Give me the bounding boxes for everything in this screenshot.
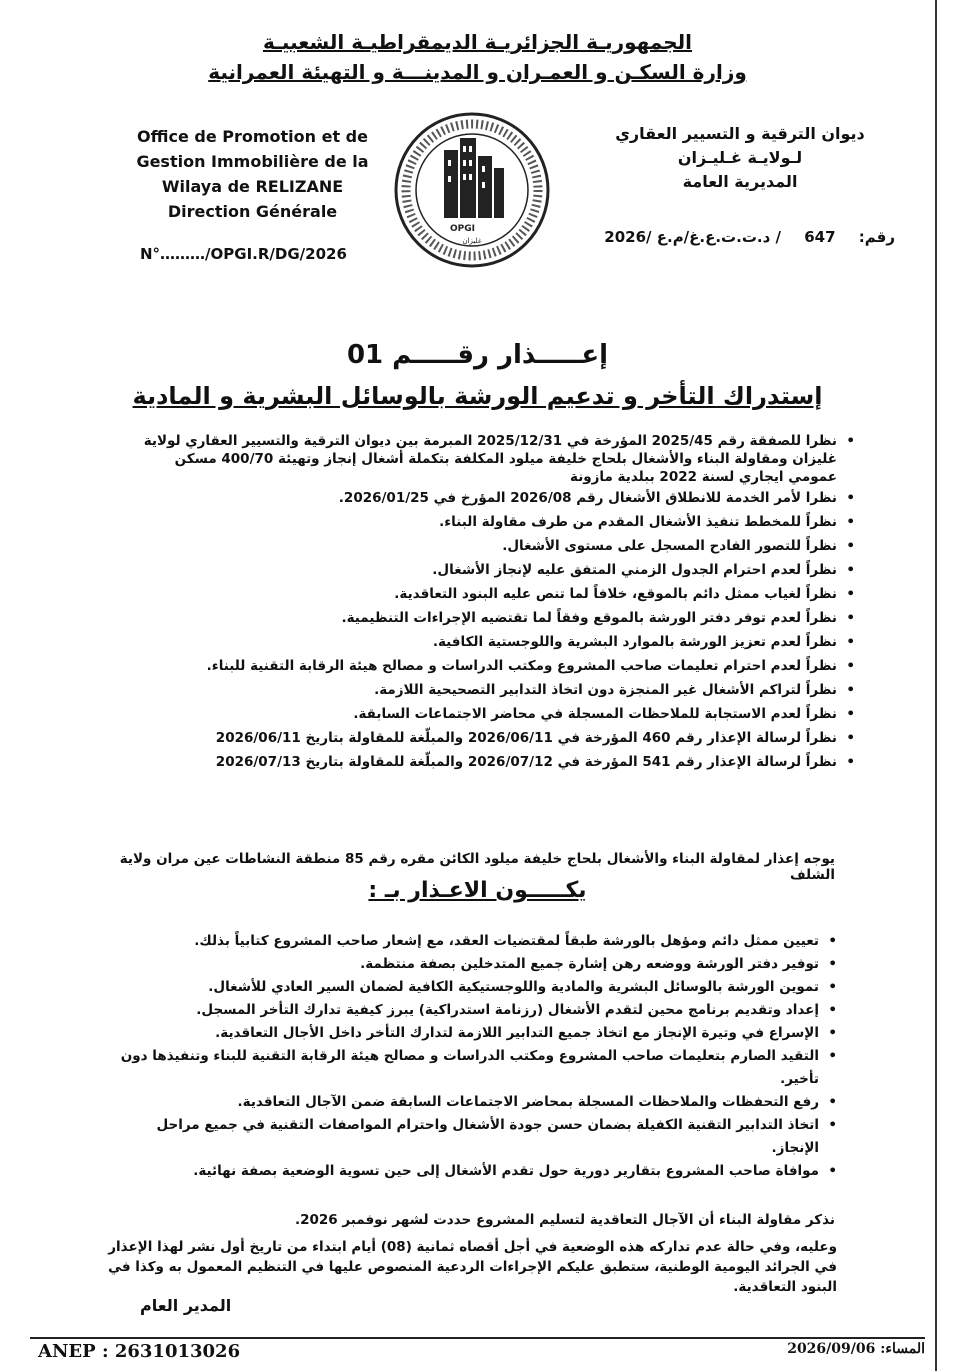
logo-opgi-text: OPGI [450, 224, 475, 234]
considerations-list [125, 432, 855, 774]
deadline-reminder: نذكر مقاولة البناء أن الآجال التعاقدية لتسليم المشروع حددت لشهر نوفمبر 2026. [294, 1212, 835, 1228]
requirements-heading: يكـــــون الاعـذار بـ : [368, 878, 587, 903]
notice-subject: إستدراك التأخر و تدعيم الورشة بالوسائل البشرية و المادية [132, 382, 823, 410]
requirement-item: • موافاة صاحب المشروع بتقارير دورية حول تقدم الأشغال إلى حين تسوية الوضعية بصفة نهائية. [117, 1160, 837, 1183]
consideration-item: • نظراً لعدم احترام تعليمات صاحب المشروع ومكتب الدراسات و مصالح هيئة الرقابة التقنية للبناء. [125, 654, 855, 678]
requirement-item: • تعيين ممثل دائم ومؤهل بالورشة طبقاً لمقتضيات العقد، مع إشعار صاحب المشروع كتابياً بذلك. [117, 930, 837, 953]
requirement-item: • الإسراع في وتيرة الإنجاز مع اتخاذ جميع التدابير اللازمة لتدارك التأخر داخل الأجال التعاقدية. [117, 1022, 837, 1045]
office-ar-line3: المديرية العامة [682, 172, 798, 191]
office-ar-line2: لـولايـة غـليـزان [677, 148, 803, 167]
consideration-item: • نظراً لغياب ممثل دائم بالموقع، خلافاً لما تنص عليه البنود التعاقدية. [125, 582, 855, 606]
notice-title: إعـــــذار رقـــــم 01 [346, 340, 609, 370]
requirement-item: • إعداد وتقديم برنامج محين لتقدم الأشغال (رزنامة استدراكية) يبرز كيفية تدارك التأخر المسجل. [117, 999, 837, 1022]
consideration-item: • نظراً لعدم توفر دفتر الورشة بالموقع وفقاً لما تقتضيه الإجراءات التنظيمية. [125, 606, 855, 630]
office-fr-line1: Office de Promotion et de [137, 127, 368, 146]
consideration-item: • نظراً لرسالة الإعذار رقم 541 المؤرخة في 2026/07/12 والمبلّغة للمقاولة بتاريخ 2026/07/13 [125, 750, 855, 774]
office-fr-line3: Wilaya de RELIZANE [161, 177, 344, 196]
republic-header: الجمهوريـة الجزائريـة الديمقراطيـة الشعبيـة [262, 30, 693, 54]
opgi-seal-logo [392, 110, 552, 270]
reference-value-ar: 647 [804, 228, 836, 246]
reference-suffix-ar: / د.ت.ت.ع.غ/م.ع /2026 [604, 228, 781, 246]
requirement-item: • التقيد الصارم بتعليمات صاحب المشروع ومكتب الدراسات و مصالح هيئة الرقابة التقنية للبناء وتنفيذها دون تأخير. [117, 1045, 837, 1091]
consideration-item: • نظراً لرسالة الإعذار رقم 460 المؤرخة في 2026/06/11 والمبلّغة للمقاولة بتاريخ 2026/06/11 [125, 726, 855, 750]
office-fr-line4: Direction Générale [167, 202, 338, 221]
notice-recipient: يوجه إعذار لمقاولة البناء والأشغال بلحاج خليفة ميلود الكائن مقره رقم 85 منطقة النشاطات عين مران ولاية الشلف [119, 851, 835, 883]
ministry-header: وزارة السكـن و العمـران و المدينـــة و التهيئة العمرانية [208, 60, 747, 84]
consideration-item: • نظراً للتصور الفادح المسجل على مستوى الأشغال. [125, 534, 855, 558]
requirement-item: • رفع التحفظات والملاحظات المسجلة بمحاضر الاجتماعات السابقة ضمن الآجال التعاقدية. [117, 1091, 837, 1114]
consideration-item: • نظراً لتراكم الأشغال غير المنجزة دون اتخاذ التدابير التصحيحية اللازمة. [125, 678, 855, 702]
logo-sub-text: غليزان [462, 237, 482, 245]
office-fr-line2: Gestion Immobilière de la [136, 152, 369, 171]
consideration-item: • نظراً للمخطط تنفيذ الأشغال المقدم من طرف مقاولة البناء. [125, 510, 855, 534]
consideration-item: • نظراً لعدم تعزيز الورشة بالموارد البشرية واللوجستية الكافية. [125, 630, 855, 654]
page-edge-border [935, 0, 937, 1371]
reference-label-ar: رقم: [858, 228, 895, 246]
office-ar-line1: ديوان الترقية و التسيير العقاري [615, 124, 865, 143]
reference-number-ar [604, 228, 895, 246]
consideration-item: • نظرا للصفقة رقم 2025/45 المؤرخة في 2025/12/31 المبرمة بين ديوان الترقية والتسيير العقاري لولاية غليزان ومقاولة البناء والأشغال بلحاج خليفة ميلود المكلفة بتكملة أشغال إنجاز وتهيئة 400/70 مسكن عمومي ايجاري لسنة 2022 ببلدية مازونة [125, 432, 855, 486]
consideration-item: • نظراً لعدم الاستجابة للملاحظات المسجلة في محاضر الاجتماعات السابقة. [125, 702, 855, 726]
requirement-item: • توفير دفتر الورشة ووضعه رهن إشارة جميع المتدخلين بصفة منتظمة. [117, 953, 837, 976]
office-french-block [120, 124, 385, 224]
anep-reference: ANEP : 2631013026 [38, 1341, 241, 1362]
footer-divider [30, 1337, 925, 1339]
publication-date: المساء: 2026/09/06 [787, 1341, 925, 1357]
office-arabic-block [580, 122, 900, 194]
consideration-item: • نظرا لأمر الخدمة للانطلاق الأشغال رقم 2026/08 المؤرخ في 2026/01/25. [125, 486, 855, 510]
warning-paragraph: وعليه، وفي حالة عدم تداركه هذه الوضعية في أجل أقصاه ثمانية (08) أيام ابتداء من تاريخ أول نشر لهذا الإعذار في الجرائد اليومية الوطنية، ستطبق عليكم الإجراءات الردعية المنصوص عليها في التنظيم المعمول به وكذا في البنود التعاقدية. [108, 1239, 837, 1295]
director-signature: المدير العام [140, 1296, 232, 1315]
reference-number-fr: N°………/OPGI.R/DG/2026 [140, 245, 347, 263]
requirements-list [117, 930, 837, 1183]
consideration-item: • نظراً لعدم احترام الجدول الزمني المتفق عليه لإنجاز الأشغال. [125, 558, 855, 582]
requirement-item: • اتخاذ التدابير التقنية الكفيلة بضمان حسن جودة الأشغال واحترام المواصفات التقنية في جميع مراحل الإنجاز. [117, 1114, 837, 1160]
requirement-item: • تموين الورشة بالوسائل البشرية والمادية واللوجستيكية الكافية لضمان السير العادي للأشغال. [117, 976, 837, 999]
